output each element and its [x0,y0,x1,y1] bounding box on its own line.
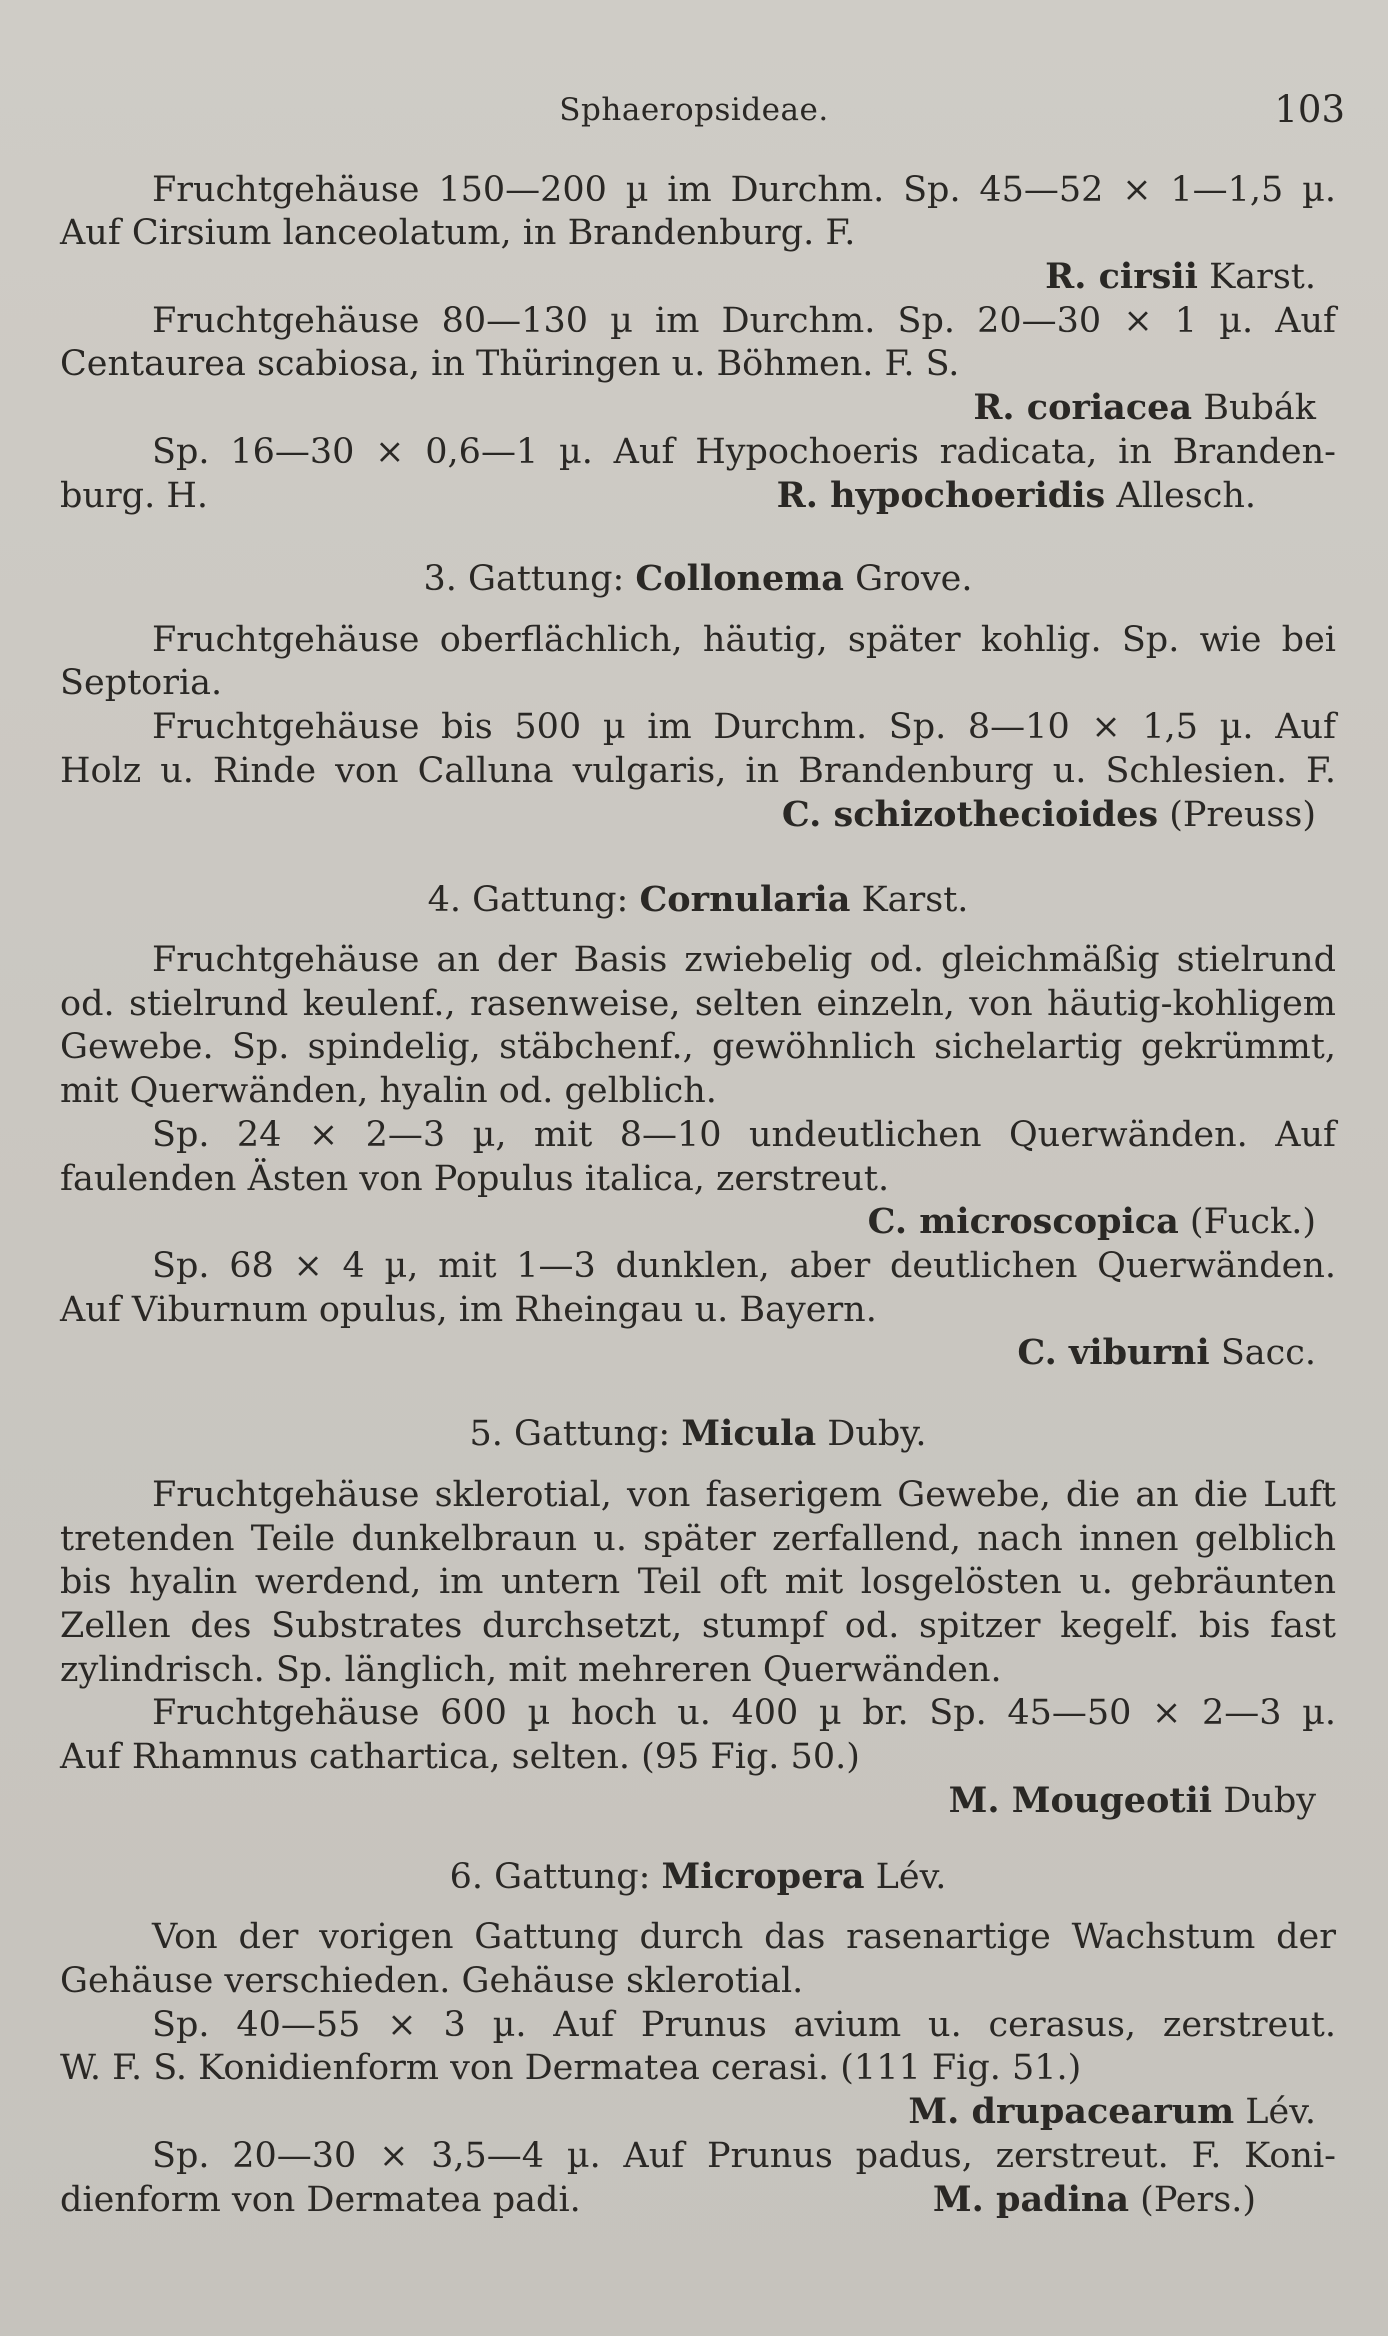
text-line [60,2178,1336,2222]
taxon-line: 5. Gattung: Micula Duby. [469,1413,927,1454]
text-line: Sp. 20—30 × 3,5—4 µ. Auf Prunus padus, zerstreut. F. Koni- [152,2136,1336,2176]
text-line: Von der vorigen Gattung durch das rasenartige Wachstum der [152,1917,1336,1957]
text-line: faulenden Ästen von Populus italica, zerstreut. [60,1159,890,1199]
text-line: Sp. 68 × 4 µ, mit 1—3 dunklen, aber deutlichen Querwänden. [152,1246,1336,1286]
text-line: W. F. S. Konidienform von Dermatea cerasi. (111 Fig. 51.) [60,2048,1082,2088]
text-fragment: burg. H. [60,476,208,516]
text-line: Sp. 40—55 × 3 µ. Auf Prunus avium u. cerasus, zerstreut. [152,2005,1336,2045]
text-line: Fruchtgehäuse oberflächlich, häutig, später kohlig. Sp. wie bei [152,620,1336,660]
text-line: Gehäuse verschieden. Gehäuse sklerotial. [60,1961,804,2001]
taxon-name: M. Mougeotii [948,1780,1213,1821]
text-line: zylindrisch. Sp. länglich, mit mehreren Querwänden. [60,1650,1002,1690]
text-line: Sp. 16—30 × 0,6—1 µ. Auf Hypochoeris radicata, in Branden- [152,432,1336,472]
text-line: Septoria. [60,663,223,703]
text-line: Fruchtgehäuse sklerotial, von faserigem Gewebe, die an die Luft [152,1475,1336,1515]
taxon-line: 6. Gattung: Micropera Lév. [449,1856,947,1897]
taxon-line: C. viburni Sacc. [1017,1332,1316,1373]
text-line: Zellen des Substrates durchsetzt, stumpf od. spitzer kegelf. bis fast [60,1606,1336,1646]
taxon-name: R. coriacea [973,387,1193,428]
taxon-name: C. schizothecioides [781,794,1159,835]
text-line: Auf Rhamnus cathartica, selten. (95 Fig. 50.) [60,1737,860,1777]
text-line: Centaurea scabiosa, in Thüringen u. Böhmen. F. S. [60,344,960,384]
taxon-line: R. coriacea Bubák [973,387,1316,428]
text-line: Fruchtgehäuse bis 500 µ im Durchm. Sp. 8—10 × 1,5 µ. Auf [152,707,1336,747]
taxon-line: C. schizothecioides (Preuss) [781,794,1316,835]
text-line: Gewebe. Sp. spindelig, stäbchenf., gewöhnlich sichelartig gekrümmt, [60,1027,1336,1067]
taxon-line: M. Mougeotii Duby [948,1780,1316,1821]
taxon-name: C. microscopica [867,1201,1179,1242]
text-line: Sp. 24 × 2—3 µ, mit 8—10 undeutlichen Querwänden. Auf [152,1115,1336,1155]
taxon-line: R. cirsii Karst. [1045,256,1316,297]
text-line: mit Querwänden, hyalin od. gelblich. [60,1071,717,1111]
running-title: Sphaeropsideae. [559,92,829,128]
taxon-name: Micula [681,1413,817,1454]
text-line: Fruchtgehäuse 80—130 µ im Durchm. Sp. 20—30 × 1 µ. Auf [152,301,1336,341]
taxon-name: Collonema [635,558,844,599]
text-line: bis hyalin werdend, im untern Teil oft mit losgelösten u. gebräunten [60,1562,1336,1602]
text-line: Fruchtgehäuse 600 µ hoch u. 400 µ br. Sp. 45—50 × 2—3 µ. [152,1693,1336,1733]
text-line: Fruchtgehäuse an der Basis zwiebelig od. gleichmäßig stielrund [152,940,1336,980]
taxon-name: C. viburni [1017,1332,1210,1373]
text-line: tretenden Teile dunkelbraun u. später zerfallend, nach innen gelblich [60,1519,1336,1559]
text-line: Auf Cirsium lanceolatum, in Brandenburg. F. [60,213,856,253]
text-line: Holz u. Rinde von Calluna vulgaris, in Brandenburg u. Schlesien. F. [60,751,1336,791]
text-line [60,474,1336,518]
text-line: Auf Viburnum opulus, im Rheingau u. Bayern. [60,1290,877,1330]
taxon-name: Micropera [661,1856,865,1897]
page-number: 103 [1274,88,1345,131]
text-line: od. stielrund keulenf., rasenweise, selten einzeln, von häutig-kohligem [60,984,1336,1024]
taxon-line: M. drupacearum Lév. [908,2091,1316,2132]
taxon-line: C. microscopica (Fuck.) [867,1201,1316,1242]
taxon-author: Allesch. [1105,476,1256,516]
text-line: Fruchtgehäuse 150—200 µ im Durchm. Sp. 45—52 × 1—1,5 µ. [152,170,1336,210]
taxon-name: M. drupacearum [908,2091,1235,2132]
taxon-author: (Pers.) [1129,2180,1256,2220]
taxon-line: 3. Gattung: Collonema Grove. [423,558,973,599]
taxon-name: R. cirsii [1045,256,1198,297]
taxon-name: Cornularia [639,879,851,920]
taxon-line: 4. Gattung: Cornularia Karst. [427,879,969,920]
text-fragment: dienform von Dermatea padi. [60,2180,581,2220]
taxon-name: M. padina [932,2179,1130,2220]
taxon-name: R. hypochoeridis [776,475,1106,516]
